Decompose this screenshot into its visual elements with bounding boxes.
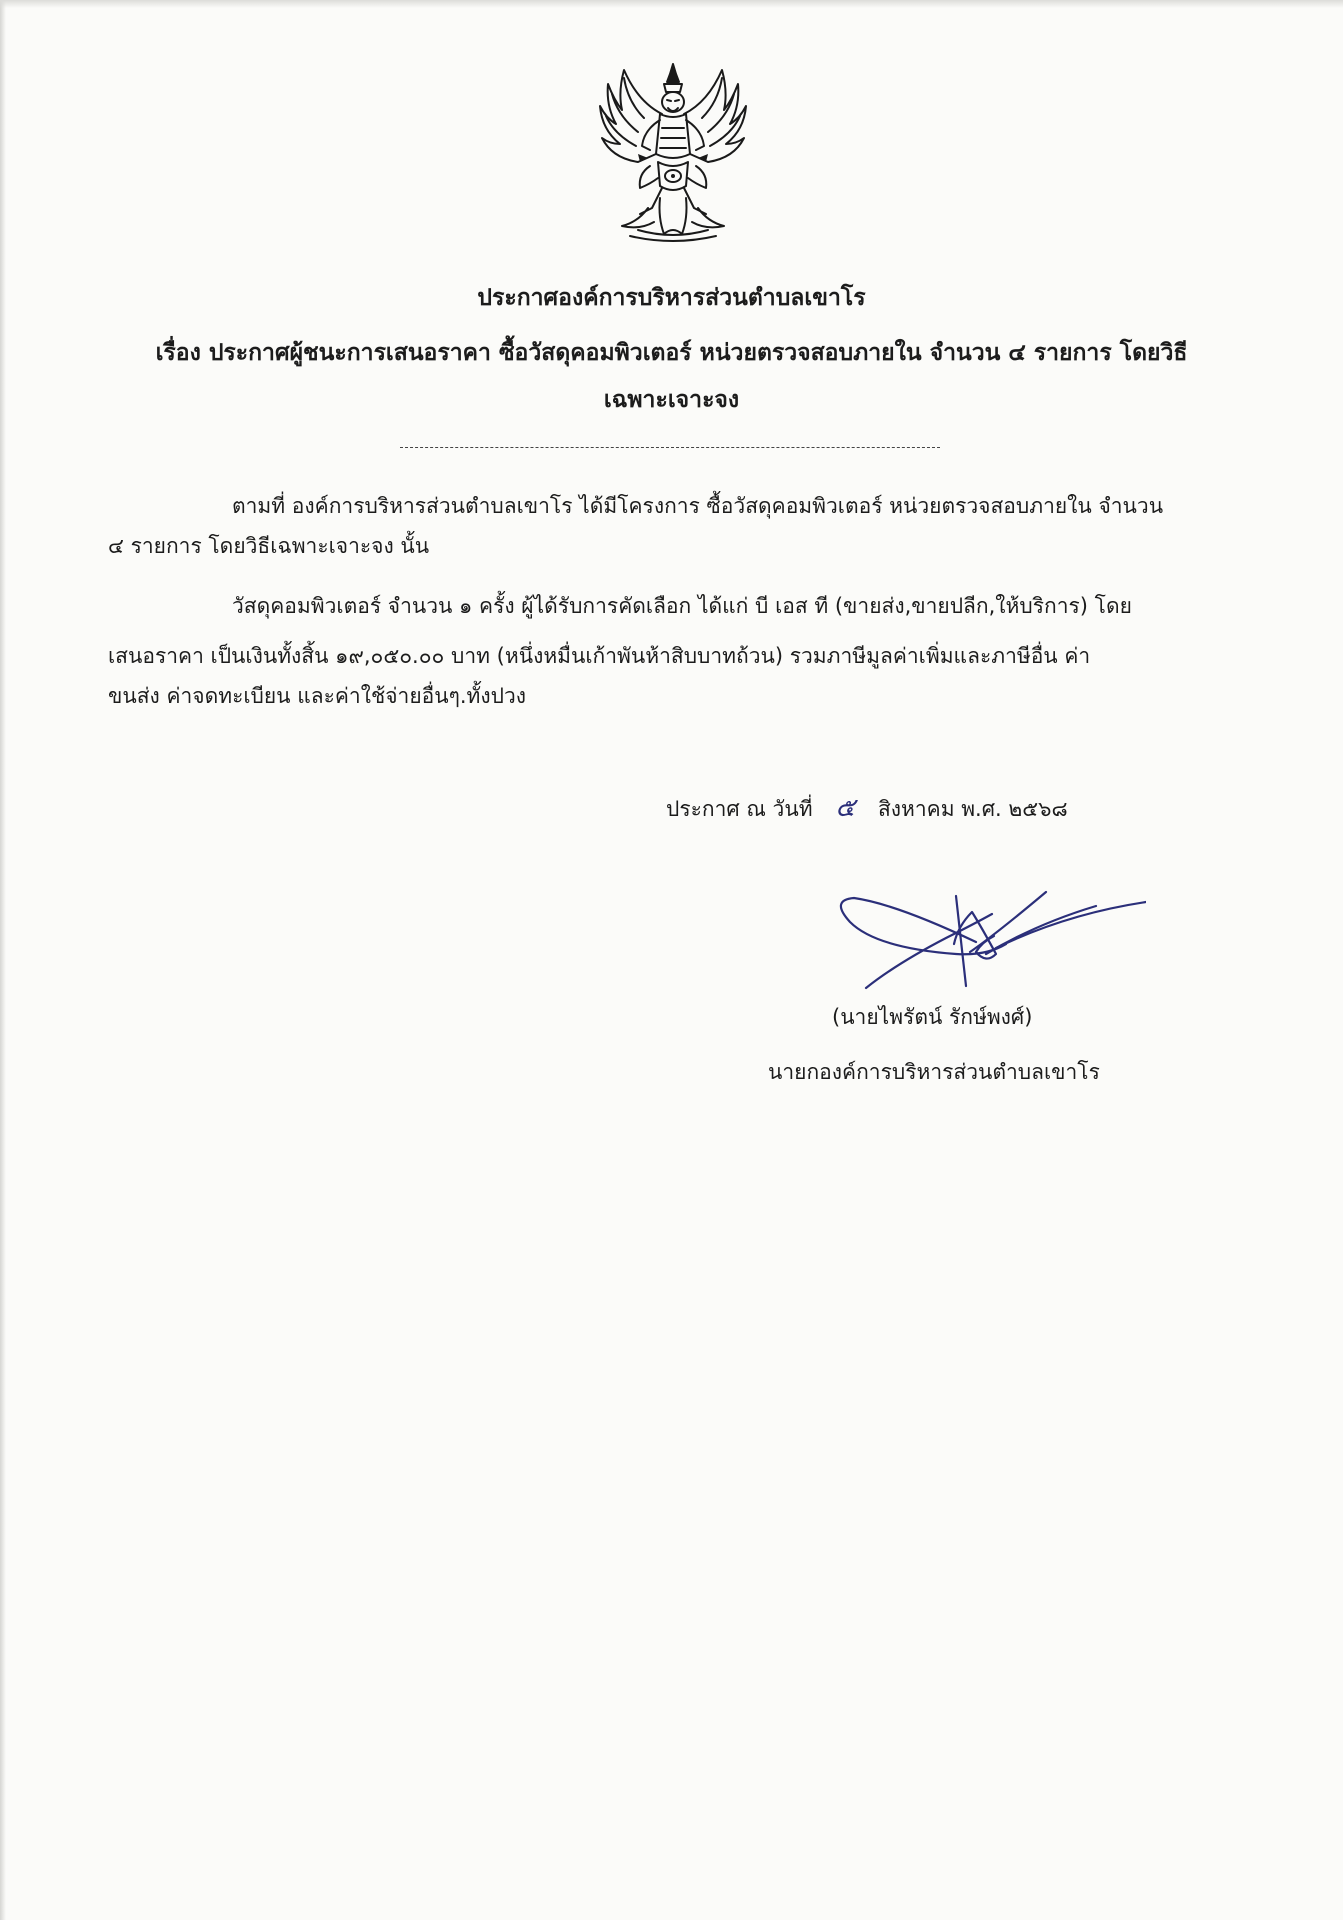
announcement-title: ประกาศองค์การบริหารส่วนตำบลเขาโร <box>477 285 866 311</box>
paragraph-2-line-2: เสนอราคา เป็นเงินทั้งสิ้น ๑๙,๐๕๐.๐๐ บาท (หนึ่งหมื่นเก้าพันห้าสิบบาทถ้วน) รวมภาษีมูลค่าเพิ่มและภาษีอื่น ค่า <box>108 644 1091 668</box>
paragraph-2-line-3: ขนส่ง ค่าจดทะเบียน และค่าใช้จ่ายอื่นๆ.ทั้งปวง <box>108 684 527 708</box>
announcement-date <box>666 787 1068 828</box>
paragraph-1-line-1: ตามที่ องค์การบริหารส่วนตำบลเขาโร ได้มีโครงการ ซื้อวัสดุคอมพิวเตอร์ หน่วยตรวจสอบภายใน จำนวน <box>232 494 1164 518</box>
signer-title: นายกองค์การบริหารส่วนตำบลเขาโร <box>768 1060 1100 1084</box>
header-divider <box>400 447 940 448</box>
scan-edge-top <box>0 0 1343 8</box>
subject-line-2: เฉพาะเจาะจง <box>603 387 740 413</box>
date-day-handwritten: ๕ <box>835 793 856 823</box>
subject-line-1: เรื่อง ประกาศผู้ชนะการเสนอราคา ซื้อวัสดุคอมพิวเตอร์ หน่วยตรวจสอบภายใน จำนวน ๔ รายการ โดยวิธี <box>155 340 1188 366</box>
handwritten-signature <box>836 884 1146 994</box>
garuda-emblem-icon <box>578 58 768 246</box>
signer-name: (นายไพรัตน์ รักษ์พงศ์) <box>832 1005 1033 1029</box>
paragraph-1-line-2: ๔ รายการ โดยวิธีเฉพาะเจาะจง นั้น <box>108 534 430 558</box>
date-month-year: สิงหาคม พ.ศ. ๒๕๖๘ <box>877 797 1068 821</box>
paragraph-2-line-1: วัสดุคอมพิวเตอร์ จำนวน ๑ ครั้ง ผู้ได้รับการคัดเลือก ได้แก่ บี เอส ที (ขายส่ง,ขายปลีก,ให้บริการ) โดย <box>232 594 1132 618</box>
date-prefix: ประกาศ ณ วันที่ <box>666 797 813 821</box>
